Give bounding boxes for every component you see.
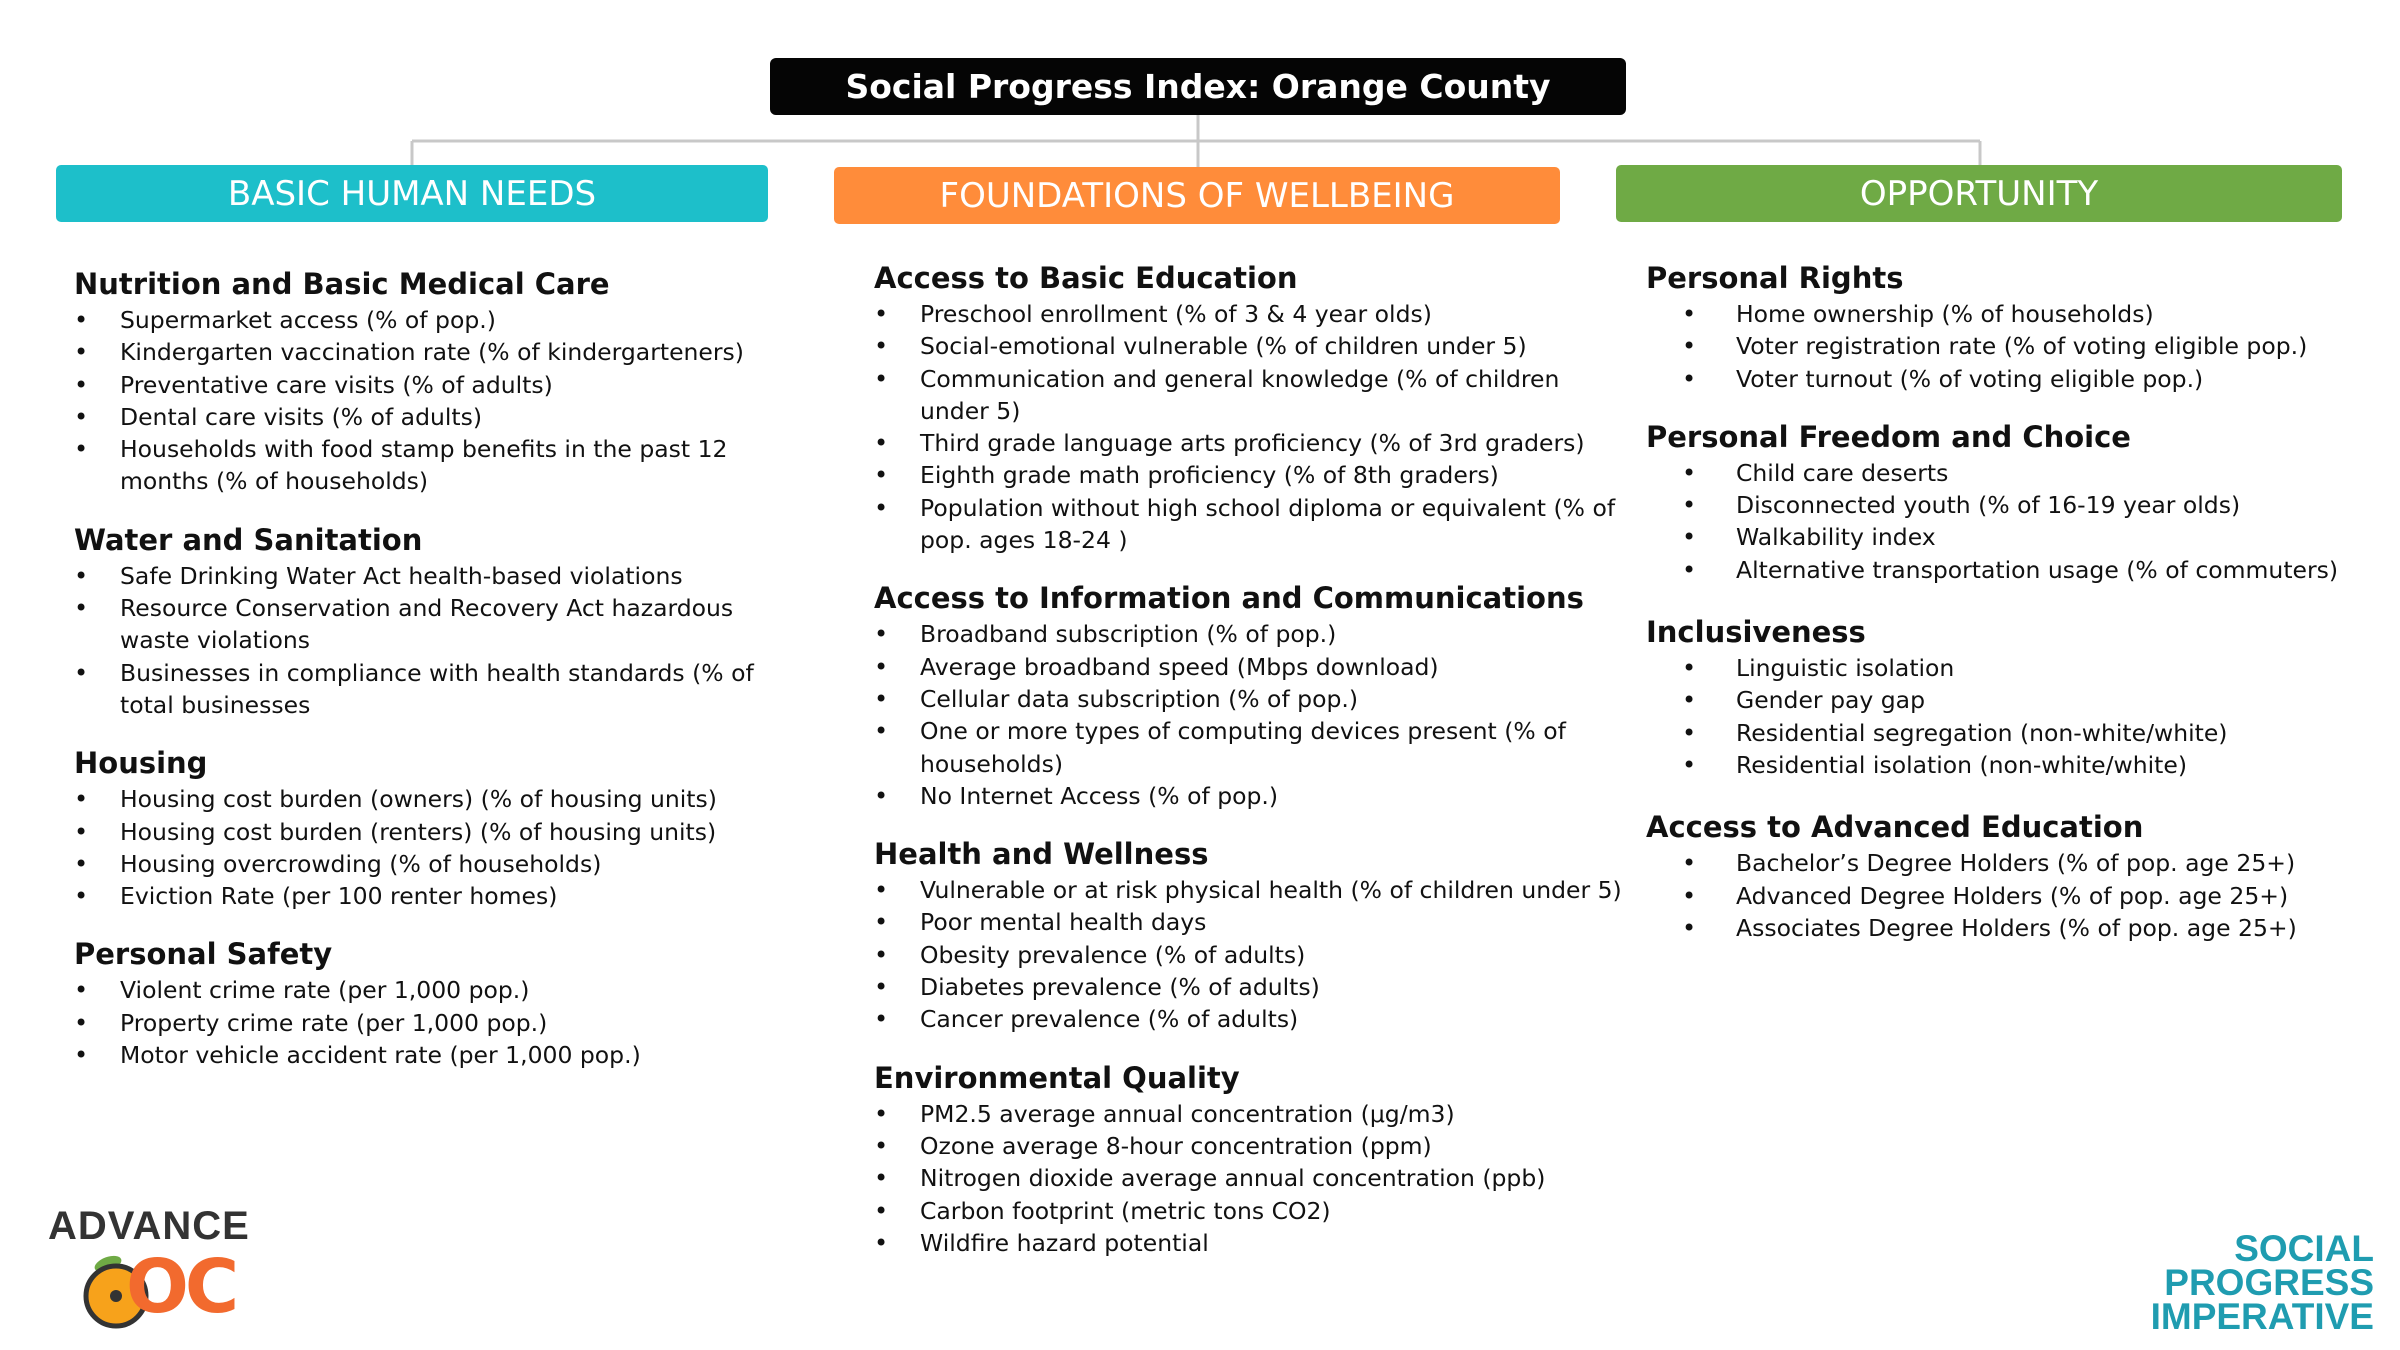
section-gap (1646, 781, 2386, 807)
section-gap (874, 556, 1634, 578)
oc-logo-word: OC (126, 1244, 236, 1330)
indicator-list (874, 298, 1634, 556)
indicator-item: • Safe Drinking Water Act health-based violations (74, 560, 774, 592)
indicator-item: • Kindergarten vaccination rate (% of kindergarteners) (74, 336, 774, 368)
section-heading: Access to Information and Communications (874, 581, 1584, 616)
advance-oc-logo (48, 1204, 278, 1334)
section-heading: Access to Advanced Education (1646, 810, 2144, 845)
advance-logo-word: ADVANCE (48, 1204, 250, 1248)
indicator-section (74, 934, 774, 1071)
section-gap (74, 721, 774, 743)
indicator-item: • Communication and general knowledge (% of children under 5) (874, 363, 1634, 428)
indicator-item: • Preschool enrollment (% of 3 & 4 year olds) (874, 298, 1634, 330)
indicator-item: • Businesses in compliance with health standards (% of total businesses (74, 657, 774, 722)
indicator-item: • Advanced Degree Holders (% of pop. age 25+) (1646, 880, 2386, 912)
section-heading: Personal Freedom and Choice (1646, 419, 2131, 454)
indicator-item: • Motor vehicle accident rate (per 1,000 pop.) (74, 1039, 774, 1071)
indicator-section (1646, 807, 2386, 944)
page-title: Social Progress Index: Orange County (770, 58, 1626, 115)
indicator-item: • Linguistic isolation (1646, 652, 2386, 684)
indicator-item: • Carbon footprint (metric tons CO2) (874, 1195, 1634, 1227)
indicator-section (74, 520, 774, 721)
section-gap (74, 498, 774, 520)
indicator-section (874, 834, 1634, 1035)
pillar-foundations-of-wellbeing: FOUNDATIONS OF WELLBEING (834, 167, 1560, 224)
section-heading: Nutrition and Basic Medical Care (74, 267, 610, 301)
indicator-item: • Ozone average 8-hour concentration (ppm) (874, 1130, 1634, 1162)
section-heading: Water and Sanitation (74, 522, 423, 557)
indicator-item: • Eviction Rate (per 100 renter homes) (74, 880, 774, 912)
indicator-item: • Home ownership (% of households) (1646, 298, 2386, 330)
section-heading: Personal Rights (1646, 261, 1904, 295)
indicator-section (874, 578, 1634, 812)
indicator-list (1646, 847, 2386, 944)
indicator-item: • Property crime rate (per 1,000 pop.) (74, 1007, 774, 1039)
indicator-item: • Wildfire hazard potential (874, 1227, 1634, 1259)
foundations-column (874, 258, 1634, 1259)
indicator-list (74, 974, 774, 1071)
indicator-section (874, 258, 1634, 556)
indicator-item: • Alternative transportation usage (% of commuters) (1646, 554, 2386, 586)
indicator-list (74, 304, 774, 498)
section-heading: Health and Wellness (874, 837, 1209, 872)
indicator-item: • Gender pay gap (1646, 684, 2386, 716)
indicator-list (1646, 298, 2386, 395)
section-gap (874, 1036, 1634, 1058)
indicator-item: • Voter registration rate (% of voting eligible pop.) (1646, 330, 2386, 362)
indicator-item: • Population without high school diploma or equivalent (% of pop. ages 18-24 ) (874, 492, 1634, 557)
indicator-item: • Housing cost burden (owners) (% of housing units) (74, 783, 774, 815)
indicator-item: • Diabetes prevalence (% of adults) (874, 971, 1634, 1003)
indicator-item: • Eighth grade math proficiency (% of 8th graders) (874, 459, 1634, 491)
indicator-item: • Third grade language arts proficiency (% of 3rd graders) (874, 427, 1634, 459)
indicator-section (74, 743, 774, 912)
indicator-item: • Preventative care visits (% of adults) (74, 369, 774, 401)
indicator-item: • Cellular data subscription (% of pop.) (874, 683, 1634, 715)
spi-logo-line: SOCIAL (2234, 1228, 2374, 1269)
spi-logo-line: PROGRESS (2164, 1262, 2374, 1303)
section-heading: Inclusiveness (1646, 615, 1866, 650)
indicator-list (74, 783, 774, 912)
indicator-item: • Social-emotional vulnerable (% of children under 5) (874, 330, 1634, 362)
section-gap (1646, 395, 2386, 417)
pillar-opportunity: OPPORTUNITY (1616, 165, 2342, 222)
indicator-item: • Residential isolation (non-white/white) (1646, 749, 2386, 781)
indicator-item: • PM2.5 average annual concentration (μg/m3) (874, 1098, 1634, 1130)
indicator-list (874, 874, 1634, 1035)
indicator-item: • Bachelor’s Degree Holders (% of pop. age 25+) (1646, 847, 2386, 879)
indicator-item: • Dental care visits (% of adults) (74, 401, 774, 433)
indicator-item: • Nitrogen dioxide average annual concentration (ppb) (874, 1162, 1634, 1194)
section-heading: Housing (74, 746, 208, 781)
indicator-item: • Supermarket access (% of pop.) (74, 304, 774, 336)
spi-logo-line: IMPERATIVE (2150, 1296, 2374, 1337)
indicator-section (1646, 612, 2386, 781)
section-gap (1646, 586, 2386, 612)
indicator-section (874, 1058, 1634, 1259)
indicator-item: • Resource Conservation and Recovery Act hazardous waste violations (74, 592, 774, 657)
indicator-item: • Households with food stamp benefits in the past 12 months (% of households) (74, 433, 774, 498)
section-heading: Access to Basic Education (874, 261, 1298, 295)
indicator-list (74, 560, 774, 721)
indicator-list (874, 1098, 1634, 1259)
social-progress-imperative-logo (2150, 1228, 2374, 1337)
indicator-section (74, 264, 774, 498)
section-heading: Environmental Quality (874, 1060, 1240, 1095)
indicator-item: • Average broadband speed (Mbps download) (874, 651, 1634, 683)
indicator-section (1646, 417, 2386, 586)
indicator-item: • Violent crime rate (per 1,000 pop.) (74, 974, 774, 1006)
indicator-item: • Broadband subscription (% of pop.) (874, 618, 1634, 650)
indicator-item: • Vulnerable or at risk physical health (% of children under 5) (874, 874, 1634, 906)
indicator-item: • Housing overcrowding (% of households) (74, 848, 774, 880)
indicator-item: • No Internet Access (% of pop.) (874, 780, 1634, 812)
indicator-item: • Cancer prevalence (% of adults) (874, 1003, 1634, 1035)
indicator-item: • Voter turnout (% of voting eligible pop.) (1646, 363, 2386, 395)
indicator-item: • Walkability index (1646, 521, 2386, 553)
section-gap (74, 912, 774, 934)
indicator-item: • Child care deserts (1646, 457, 2386, 489)
indicator-item: • Housing cost burden (renters) (% of housing units) (74, 816, 774, 848)
indicator-list (1646, 457, 2386, 586)
indicator-section (1646, 258, 2386, 395)
indicator-item: • Residential segregation (non-white/white) (1646, 717, 2386, 749)
indicator-item: • Associates Degree Holders (% of pop. age 25+) (1646, 912, 2386, 944)
basic-needs-column (74, 264, 774, 1071)
indicator-item: • Obesity prevalence (% of adults) (874, 939, 1634, 971)
section-gap (874, 812, 1634, 834)
indicator-list (874, 618, 1634, 812)
indicator-item: • One or more types of computing devices present (% of households) (874, 715, 1634, 780)
opportunity-column (1646, 258, 2386, 944)
indicator-item: • Poor mental health days (874, 906, 1634, 938)
pillar-basic-human-needs: BASIC HUMAN NEEDS (56, 165, 768, 222)
indicator-list (1646, 652, 2386, 781)
section-heading: Personal Safety (74, 937, 333, 972)
indicator-item: • Disconnected youth (% of 16-19 year olds) (1646, 489, 2386, 521)
